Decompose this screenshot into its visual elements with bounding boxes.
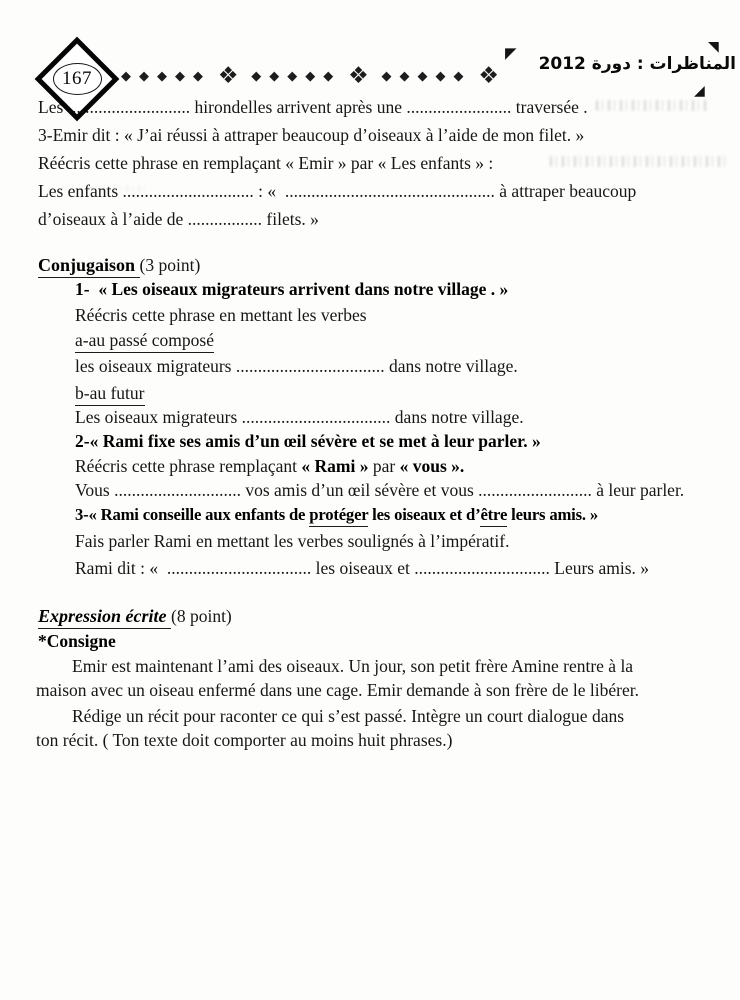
- bold-name: « vous ».: [399, 456, 465, 476]
- conj-item-1a-label: [75, 329, 214, 351]
- conj-item-3-instruction: [75, 530, 509, 552]
- diamond-cluster-icon: ❖: [478, 63, 499, 89]
- text-segment: 3-« Rami conseille aux enfants de: [75, 505, 310, 524]
- underlined-verb: être: [480, 505, 507, 527]
- section-title: Conjugaison: [38, 255, 140, 278]
- text-segment: Les ............................ hirondelles arrivent après une ........................ traversée .: [38, 97, 588, 117]
- text-segment: Les enfants .............................. : « ................................................ à attraper beaucoup: [38, 181, 637, 201]
- text-segment: *Consigne: [38, 631, 116, 651]
- conj-item-3-answer-line: [75, 557, 649, 579]
- conj-item-1-instruction: [75, 304, 367, 326]
- text-segment: maison avec un oiseau enfermé dans une cage. Emir demande à son frère de le libérer.: [36, 680, 639, 700]
- consigne-paragraph-line-2: [36, 679, 639, 701]
- text-segment: 1- « Les oiseaux migrateurs arrivent dans notre village . »: [75, 279, 509, 299]
- text-segment: 2-« Rami fixe ses amis d’un œil sévère et se met à leur parler. »: [75, 431, 541, 451]
- exercise-3-quote-line: [38, 124, 584, 146]
- exercise-3-answer-line-2: [38, 208, 319, 230]
- conj-item-2-answer-line: [75, 479, 684, 501]
- conj-item-2-instruction: [75, 455, 464, 477]
- page-number: 167: [62, 68, 92, 89]
- exam-session-title: المناظرات : دورة 2012: [538, 54, 736, 74]
- text-segment: Emir est maintenant l’ami des oiseaux. Un jour, son petit frère Amine rentre à la: [72, 656, 634, 676]
- section-title: Expression écrite: [38, 606, 171, 629]
- diamond-cluster-icon: ❖: [348, 63, 369, 89]
- diamond-cluster-icon: ❖: [217, 63, 239, 89]
- fill-blank-swallows-line: [38, 96, 588, 118]
- text-segment: Les oiseaux migrateurs .................................. dans notre village.: [75, 407, 524, 427]
- consigne-paragraph-line-3: [72, 705, 624, 727]
- expression-ecrite-heading: [38, 605, 232, 627]
- corner-mark-icon: ◢: [694, 83, 705, 99]
- conjugaison-heading: [38, 254, 200, 276]
- conj-item-1b-answer-line: [75, 406, 524, 428]
- consigne-paragraph-line-1: [72, 655, 633, 677]
- consigne-paragraph-line-4: [36, 729, 452, 751]
- underlined-verb: protéger: [309, 505, 368, 527]
- exercise-3-instruction-line: [38, 152, 493, 174]
- text-segment: Rédige un récit pour raconter ce qui s’est passé. Intègre un court dialogue dans: [72, 706, 625, 726]
- text-segment: ton récit. ( Ton texte doit comporter au moins huit phrases.): [36, 730, 453, 750]
- points-label: (8 point): [171, 606, 232, 626]
- underlined-label: b-au futur: [75, 383, 145, 406]
- text-segment: 3-Emir dit : « J’ai réussi à attraper beaucoup d’oiseaux à l’aide de mon filet. »: [38, 125, 585, 145]
- conj-item-1a-answer-line: [75, 355, 518, 377]
- conj-item-1-quote: [75, 278, 508, 300]
- diamond-row-icon: ◆◆◆◆◆: [121, 68, 211, 84]
- points-label: (3 point): [139, 255, 201, 275]
- text-segment: Réécris cette phrase en mettant les verbes: [75, 305, 367, 325]
- diamond-row-icon: ◆◆◆◆◆: [251, 68, 342, 84]
- diamond-row-icon: ◆◆◆◆◆: [381, 68, 472, 84]
- text-segment: leurs amis. »: [507, 505, 598, 524]
- text-segment: Rami dit : « ................................. les oiseaux et ............................... Leurs amis. »: [75, 558, 650, 578]
- text-segment: Réécris cette phrase en remplaçant « Emir » par « Les enfants » :: [38, 153, 494, 173]
- page-number-ring: [53, 63, 102, 95]
- scan-artifact: [90, 186, 150, 192]
- text-segment: par: [368, 456, 400, 476]
- text-segment: les oiseaux et d’: [368, 505, 481, 524]
- underlined-label: a-au passé composé: [75, 330, 214, 353]
- scan-artifact: [550, 156, 728, 167]
- corner-mark-icon: ◤: [505, 44, 517, 62]
- bold-name: « Rami »: [301, 456, 369, 476]
- conj-item-3-quote: [75, 504, 598, 526]
- conj-item-1b-label: [75, 382, 145, 404]
- scan-artifact: [596, 100, 710, 111]
- text-segment: d’oiseaux à l’aide de ................. filets. »: [38, 209, 319, 229]
- text-segment: Vous ............................. vos amis d’un œil sévère et vous .......................... à leur parler.: [75, 480, 685, 500]
- consigne-label: [38, 630, 116, 652]
- corner-mark-icon: ◥: [708, 39, 719, 55]
- conj-item-2-quote: [75, 430, 541, 452]
- text-segment: les oiseaux migrateurs .................................. dans notre village.: [75, 356, 518, 376]
- text-segment: Fais parler Rami en mettant les verbes soulignés à l’impératif.: [75, 531, 510, 551]
- text-segment: Réécris cette phrase remplaçant: [75, 456, 302, 476]
- diamond-ornament-divider: [121, 57, 499, 95]
